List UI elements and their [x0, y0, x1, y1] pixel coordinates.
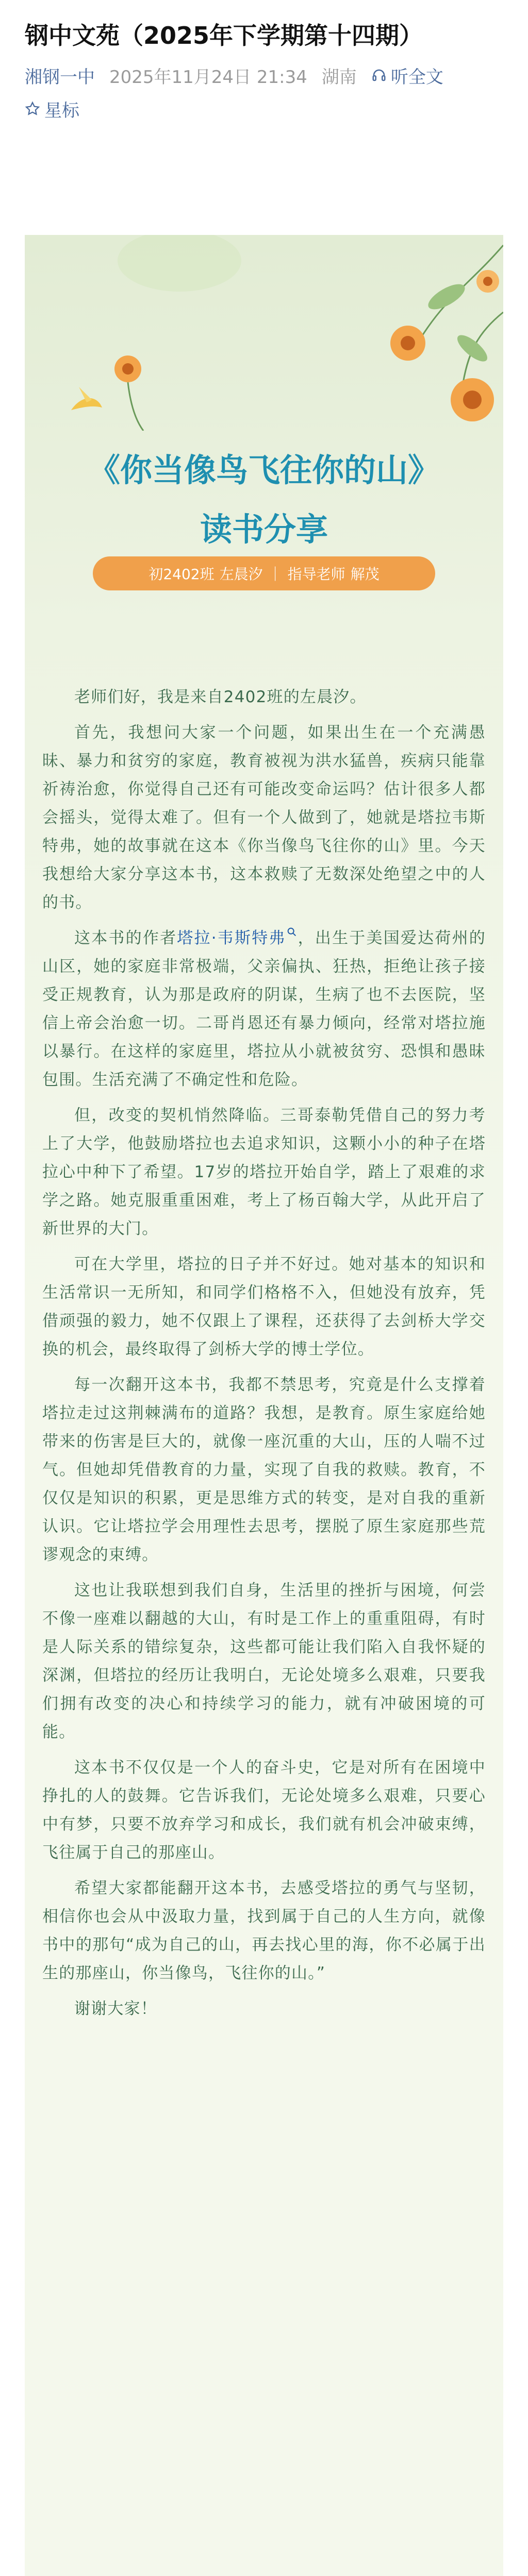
teacher-label: 指导老师 — [287, 566, 345, 583]
star-icon — [25, 101, 40, 116]
paragraph-question: 首先，我想问大家一个问题，如果出生在一个充满愚昧、暴力和贫穷的家庭，教育被视为洪水猛兽，疾病只能靠祈祷治愈，你觉得自己还有可能改变命运吗？估计很多人都会摇头，觉得太难了。但有一个人做到了，她就是塔拉韦斯特弗，她的故事就在这本《你当像鸟飞往你的山》里。今天我想给大家分享这本书，这本救赎了无数深处绝望之中的人的书。 — [42, 723, 486, 912]
headphones-icon — [371, 67, 387, 83]
bird-decoration-icon — [25, 235, 241, 431]
paragraph-thanks: 谢谢大家！ — [74, 1999, 157, 2018]
paragraph-inspiration: 这本书不仅仅是一个人的奋斗史，它是对所有在困境中挣扎的人的鼓舞。它告诉我们，无论处境多么艰难，只要心中有梦，只要不放弃学习和成长，我们就有机会冲破束缚，飞往属于自己的那座山。 — [42, 1758, 486, 1862]
paragraph-author: 这本书的作者塔拉·韦斯特弗 ，出生于美国爱达荷州的山区，她的家庭非常极端，父亲偏执、狂热，拒绝让孩子接受正规教育，认为那是政府的阴谋，生病了也不去医院，坚信上帝会治愈一切。二哥肖恩还有暴力倾向，经常对塔拉施以暴行。在这样的家庭里，塔拉从小就被贫穷、恐惧和愚昧包围。生活充满了不确定性和危险。 — [42, 924, 486, 1094]
paragraph-greeting: 老师们好，我是来自2402班的左晨汐。 — [74, 688, 367, 706]
author-class: 初2402班 — [148, 566, 214, 583]
teacher-name: 解茂 — [350, 566, 380, 583]
article-title: 钢中文苑（2025年下学期第十四期） — [25, 22, 423, 49]
paragraph-hope: 希望大家都能翻开这本书，去感受塔拉的勇气与坚韧，相信你也会从中汲取力量，找到属于自己的人生方向，就像书中的那句“成为自己的山，再去找心里的海，你不必属于出生的那座山，你当像鸟，飞往你的山。” — [42, 1879, 486, 1982]
star-label: 星标 — [44, 100, 79, 121]
paragraph-education: 每一次翻开这本书，我都不禁思考，究竟是什么支撑着塔拉走过这荆棘满布的道路？我想，是教育。原生家庭给她带来的伤害是巨大的，就像一座沉重的大山，压的人喘不过气。但她却凭借教育的力量，实现了自我的救赎。教育，不仅仅是知识的积累，更是思维方式的转变，是对自我的重新认识。它让塔拉学会用理性去思考，摆脱了原生家庭那些荒谬观念的束缚。 — [42, 1376, 486, 1564]
paragraph-reflection: 这也让我联想到我们自身，生活里的挫折与困境，何尝不像一座难以翻越的大山，有时是工作上的重重阻碍，有时是人际关系的错综复杂，这些都可能让我们陷入自我怀疑的深渊，但塔拉的经历让我明白，无论处境多么艰难，只要我们拥有改变的决心和持续学习的能力，就有冲破困境的可能。 — [42, 1581, 486, 1741]
location-text: 湖南 — [321, 66, 357, 88]
article-card — [25, 235, 503, 2576]
article-meta — [25, 63, 503, 88]
paragraph-turning-point: 但，改变的契机悄然降临。三哥泰勒凭借自己的努力考上了大学，他鼓励塔拉也去追求知识，这颗小小的种子在塔拉心中种下了希望。17岁的塔拉开始自学，踏上了艰难的求学之路。她克服重重困难，考上了杨百翰大学，从此开启了新世界的大门。 — [42, 1106, 486, 1238]
search-icon — [286, 926, 298, 938]
listen-button[interactable] — [371, 63, 443, 88]
flower-decoration-icon — [318, 235, 503, 441]
author-name: 左晨汐 — [219, 566, 263, 583]
author-pill: 初2402班 左晨汐 ｜ 指导老师 解茂 — [93, 556, 435, 590]
article-header — [0, 0, 528, 122]
account-name-link[interactable]: 湘钢一中 — [25, 66, 95, 88]
book-subtitle: 读书分享 — [200, 511, 328, 548]
article-body — [42, 683, 486, 2030]
star-button[interactable] — [25, 96, 503, 122]
publish-date: 2025年11月24日 21:34 — [109, 66, 307, 88]
listen-label: 听全文 — [390, 66, 443, 88]
paragraph-university: 可在大学里，塔拉的日子并不好过。她对基本的知识和生活常识一无所知，和同学们格格不入，但她没有放弃，凭借顽强的毅力，她不仅跟上了课程，还获得了去剑桥大学交换的机会，最终取得了剑桥大学的博士学位。 — [42, 1255, 486, 1359]
book-title: 《你当像鸟飞往你的山》 — [88, 451, 440, 489]
author-search-link[interactable]: 塔拉·韦斯特弗 — [177, 929, 297, 947]
